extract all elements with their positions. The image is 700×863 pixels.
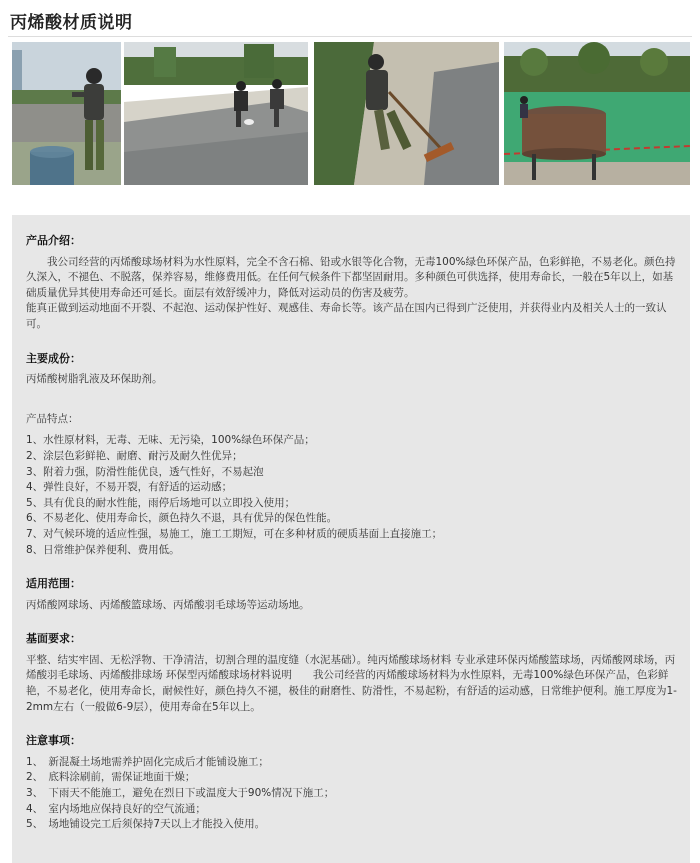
title-divider — [8, 36, 692, 37]
notes-heading: 注意事项： — [26, 734, 81, 748]
note-item: 2、 底料涂刷前，需保证地面干燥； — [26, 771, 196, 784]
mixer-green-court-photo — [504, 42, 690, 185]
page-title: 丙烯酸材质说明 — [10, 13, 133, 33]
intro-heading: 产品介绍： — [26, 234, 81, 247]
scope-heading: 适用范围： — [26, 577, 81, 591]
worker-rolling-surface-photo — [314, 42, 499, 185]
intro-paragraph-1: 我公司经营的丙烯酸球场材料为水性原料，完全不含石棉、铅或水银等化合物，无毒100%绿色环保产品，色彩鲜艳，不易老化。颜色持久深入，不褪色、不脱落，保养容易，维修费用低。在任何气候条件下都坚固耐用。多种颜色可供选择，使用寿命长，一般在5年以上，如基础质量优异其使用寿命还可延长。面层有效舒缓冲力，降低对运动员的伤害及疲劳。 — [26, 255, 676, 299]
feature-item: 7、对气候环境的适应性强，易施工，施工工期短，可在多种材质的硬质基面上直接施工； — [26, 527, 443, 540]
note-item: 5、 场地铺设完工后须保持7天以上才能投入使用。 — [26, 818, 266, 831]
feature-item: 2、涂层色彩鲜艳、耐磨、耐污及耐久性优异； — [26, 449, 243, 462]
description-panel — [12, 215, 690, 863]
feature-item: 6、不易老化、使用寿命长，颜色持久不退，具有优异的保色性能。 — [26, 512, 338, 525]
photo-strip — [12, 42, 690, 185]
note-item: 1、 新混凝土场地需养护固化完成后才能铺设施工； — [26, 755, 269, 768]
feature-item: 3、附着力强，防滑性能优良，透气性好，不易起泡 — [26, 465, 264, 478]
feature-item: 1、水性原材料，无毒、无味、无污染，100%绿色环保产品； — [26, 434, 315, 447]
worker-mixing-bucket-photo — [12, 42, 121, 185]
intro-paragraph-2: 能真正做到运动地面不开裂、不起泡、运动保护性好、观感佳、寿命长等。该产品在国内已得到广泛使用，并获得业内及相关人士的一致认可。 — [26, 302, 667, 330]
workers-coating-court-photo — [124, 42, 308, 185]
feature-item: 5、具有优良的耐水性能，雨停后场地可以立即投入使用； — [26, 496, 296, 509]
features-heading: 产品特点： — [26, 412, 79, 425]
note-item: 4、 室内场地应保持良好的空气流通； — [26, 802, 206, 815]
base-requirements-text: 平整、结实牢固、无松浮物、干净清洁，切割合理的温度缝（水泥基础）。纯丙烯酸球场材料 专业承建环保丙烯酸篮球场，丙烯酸网球场，丙烯酸羽毛球场、丙烯酸排球场 环保型丙烯酸球场材料说明 我公司经营的丙烯酸球场材料为水性原料，无毒100%绿色环保产品，色彩鲜艳，不易老化，使用寿命长，耐候性好，颜色持久不褪，极佳的耐磨性、防滑性，不易起粉，有舒适的运动感，日常维护便利。施工厚度为1-2mm左右（一般做6-9层），使用寿命在5年以上。 — [26, 653, 677, 713]
note-item: 3、 下雨天不能施工，避免在烈日下或温度大于90%情况下施工； — [26, 787, 335, 800]
composition-heading: 主要成份： — [26, 351, 81, 365]
description-content — [26, 233, 682, 833]
scope-text: 丙烯酸网球场、丙烯酸篮球场、丙烯酸羽毛球场等运动场地。 — [26, 598, 310, 611]
feature-item: 4、弹性良好，不易开裂，有舒适的运动感； — [26, 481, 233, 494]
feature-item: 8、日常维护保养便利、费用低。 — [26, 543, 180, 556]
base-requirements-heading: 基面要求： — [26, 632, 81, 646]
composition-text: 丙烯酸树脂乳液及环保助剂。 — [26, 373, 163, 386]
